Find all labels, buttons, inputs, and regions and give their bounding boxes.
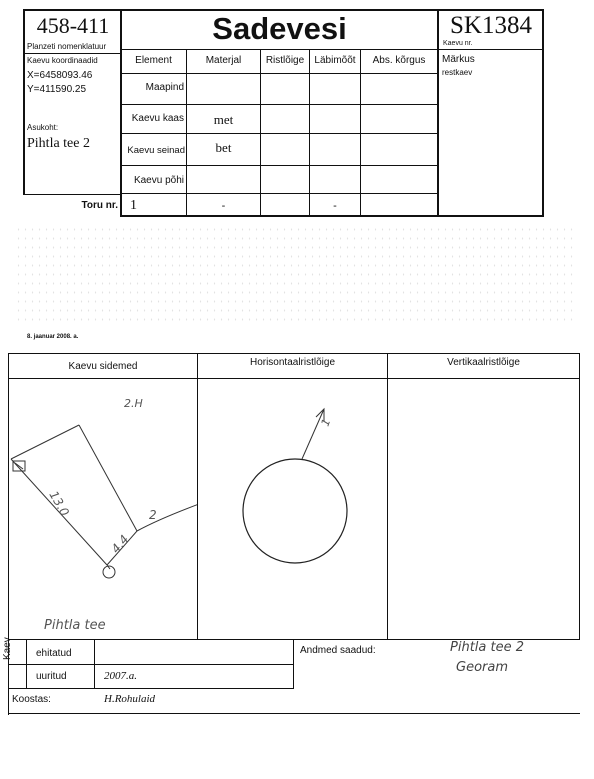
row-label-kaas: Kaevu kaas — [131, 113, 184, 124]
built-label: ehitatud — [36, 648, 72, 659]
row-label-maapind: Maapind — [145, 82, 184, 93]
col-header-materjal: Materjal — [205, 55, 242, 66]
measure-bottom: 4.4 — [108, 532, 132, 556]
remarks-label: Märkus — [442, 54, 475, 65]
sheet-caption: Planzeti nomenklatuur — [27, 42, 107, 51]
page-title: Sadevesi — [212, 11, 347, 46]
street-label: Pihtla tee — [44, 618, 106, 633]
well-caption: Kaevu nr. — [443, 40, 473, 47]
compiler-label: Koostas: — [12, 694, 51, 705]
data-source-label: Andmed saadud: — [300, 645, 376, 656]
coords-label: Kaevu koordinaadid — [27, 56, 98, 65]
measure-right: 2 — [149, 508, 157, 522]
pipe-number: 1 — [130, 198, 137, 213]
measure-top: 2.H — [124, 397, 143, 410]
panel-title-horizontal: Horisontaalristlõige — [249, 357, 336, 368]
horizontal-sketch — [198, 379, 387, 639]
remarks-value: restkaev — [442, 68, 473, 77]
kaas-materjal: met — [213, 112, 234, 127]
well-circle — [243, 459, 347, 563]
row-label-pohi: Kaevu põhi — [133, 175, 184, 186]
col-header-ristloige: Ristlõige — [265, 55, 305, 66]
col-header-korgus: Abs. kõrgus — [372, 55, 426, 66]
coord-x: X=6458093.46 — [27, 70, 93, 81]
surveyed-label: uuritud — [36, 671, 67, 682]
pipe-materjal: - — [221, 200, 226, 212]
col-header-element: Element — [135, 55, 172, 66]
panel-title-ties: Kaevu sidemed — [68, 361, 138, 372]
arrow-label: 1 — [318, 417, 334, 429]
pipe-row-label: Toru nr. — [81, 200, 118, 211]
col-header-labimoot: Läbimõõt — [314, 55, 356, 66]
date-stamp: 8. jaanuar 2008. a. — [27, 334, 79, 340]
compiler-value: H.Rohulaid — [104, 693, 156, 705]
data-source-value-2: Georam — [456, 660, 508, 675]
location-label: Asukoht: — [27, 123, 59, 132]
panel-title-vertical: Vertikaalristlõige — [447, 357, 520, 368]
coord-y: Y=411590.25 — [27, 84, 87, 95]
side-label: Kaev — [2, 637, 13, 660]
row-label-seinad: Kaevu seinad — [127, 145, 185, 156]
pipe-labimoot: - — [333, 200, 337, 212]
surveyed-value: 2007.a. — [104, 670, 137, 682]
location-value: Pihtla tee 2 — [27, 136, 90, 151]
sheet-number: 458-411 — [36, 13, 110, 38]
well-id: SK1384 — [450, 12, 532, 39]
data-source-value-1: Pihtla tee 2 — [450, 640, 524, 655]
ties-sketch — [9, 379, 197, 639]
scan-noise — [15, 225, 575, 325]
seinad-materjal: bet — [215, 140, 232, 155]
measure-side: 13.0 — [46, 488, 72, 519]
